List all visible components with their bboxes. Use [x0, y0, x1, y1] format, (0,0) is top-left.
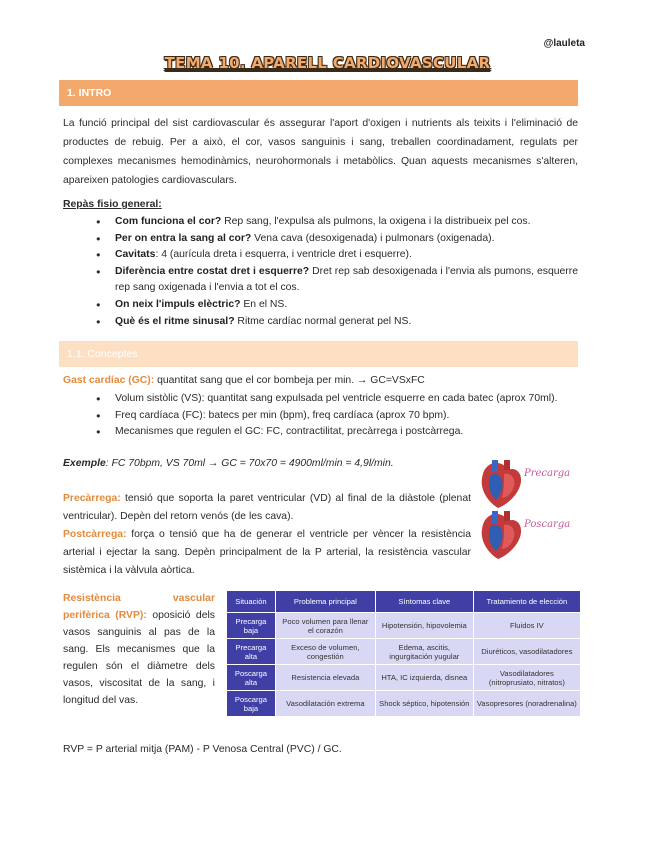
preload-image-label: Precarga: [524, 468, 571, 479]
table-cell: Hipotensión, hipovolemia: [375, 613, 473, 639]
recap-colon: :: [158, 199, 162, 210]
recap-title-text: Repàs fisio general: [63, 199, 159, 210]
recap-question: Per on entra la sang al cor?: [115, 232, 252, 244]
example-label: Exemple: [63, 458, 106, 469]
author-handle: @lauleta: [543, 38, 585, 49]
table-cell: Shock séptico, hipotensión: [375, 691, 473, 717]
recap-question: Cavitats: [115, 249, 156, 261]
recap-answer: Dret rep sab desoxigenada i l'envia als pumons, esquerre rep sang oxigenada i l'envia a tot el cos.: [115, 265, 578, 294]
table-cell: Fluidos IV: [473, 613, 580, 639]
table-cell: HTA, IC izquierda, disnea: [375, 665, 473, 691]
cardiac-output-list: [63, 391, 578, 441]
recap-item: [63, 314, 578, 331]
table-header-cell: Situación: [227, 591, 276, 613]
cardiac-output-item: ● Volum sistòlic (VS): quantitat sang expulsada pel ventricle esquerre en cada batec (aprox 70ml).: [63, 391, 578, 408]
recap-item: [63, 297, 578, 314]
cardiac-output-item: ● Freq cardíaca (FC): batecs per min (bpm), freq cardíaca (aprox 70 bpm).: [63, 408, 578, 425]
recap-title: [63, 199, 162, 210]
table-cell: Vasopresores (noradrenalina): [473, 691, 580, 717]
recap-list: [63, 214, 578, 330]
table-cell: Precarga baja: [227, 613, 276, 639]
table-cell: Poscarga baja: [227, 691, 276, 717]
afterload-text: força o tensió que ha de generar el ventricle per vèncer la resistència arterial i ejectar la sang. Depèn principalment de la P arterial, la resistència vascular sistèmica i la vàlvula aòrtica.: [63, 529, 471, 576]
table-row: [227, 665, 581, 691]
heart-icon: [478, 458, 528, 510]
rvp-formula: RVP = P arterial mitja (PAM) - P Venosa Central (PVC) / GC.: [63, 744, 342, 755]
heart-icon: [478, 509, 528, 561]
cardiac-output-definition: [63, 375, 425, 386]
example-line: [63, 458, 394, 469]
table-cell: Vasodilatadores (nitroprusiato, nitratos): [473, 665, 580, 691]
recap-question: Què és el ritme sinusal?: [115, 315, 235, 327]
cardiac-output-term: Gast cardíac (GC):: [63, 375, 155, 386]
recap-answer: En el NS.: [240, 298, 288, 310]
page-title-text: TEMA 10. APARELL CARDIOVASCULAR: [164, 54, 491, 72]
load-conditions-table: [226, 590, 581, 717]
table-row: [227, 691, 581, 717]
recap-question: Diferència entre costat dret i esquerre?: [115, 265, 310, 277]
table-cell: Poco volumen para llenar el corazón: [275, 613, 375, 639]
example-text: : FC 70bpm, VS 70ml → GC = 70x70 = 4900ml/min = 4,9l/min.: [105, 458, 394, 469]
intro-paragraph: La funció principal del sist cardiovascular és assegurar l'aport d'oxigen i nutrients als teixits i l'eliminació de productes de rebuig. Per a això, el cor, vasos sanguinis i sang, treballen coordinadament, regulats per complexes mecanismes hemodinàmics, neurohormonals i metabòlics. Quan aquests mecanismes s'alteren, apareixen patologies cardiovasculars.: [63, 118, 578, 186]
table-cell: Poscarga alta: [227, 665, 276, 691]
recap-item: [63, 264, 578, 297]
preload-text: tensió que soporta la paret ventricular (VD) al final de la diàstole (plenat ventricular). Depèn del retorn venós (de les cava).: [63, 493, 471, 522]
table-header-row: [227, 591, 581, 613]
afterload-definition: [63, 526, 471, 580]
afterload-heart-image: [478, 509, 578, 561]
preload-heart-image: [478, 458, 578, 510]
table-header-cell: Problema principal: [275, 591, 375, 613]
recap-item: [63, 247, 578, 264]
table-header-cell: Tratamiento de elección: [473, 591, 580, 613]
rvp-text: oposició dels vasos sanguinis al pas de la sang. Els mecanismes que la regulen són el diàmetre dels vasos, viscositat de la sang, i longitud del vas.: [63, 610, 215, 706]
section-heading-intro: 1. INTRO: [59, 80, 578, 106]
table-cell: Vasodilatación extrema: [275, 691, 375, 717]
table-header-cell: Síntomas clave: [375, 591, 473, 613]
recap-answer: Rep sang, l'expulsa als pulmons, la oxigena i la distribueix pel cos.: [221, 216, 531, 227]
table-cell: Resistencia elevada: [275, 665, 375, 691]
table-cell: Edema, ascitis, ingurgitación yugular: [375, 639, 473, 665]
table-row: [227, 639, 581, 665]
recap-answer: Vena cava (desoxigenada) i pulmonars (oxigenada).: [251, 232, 495, 244]
cardiac-output-text: quantitat sang que el cor bombeja per min. → GC=VSxFC: [154, 375, 425, 386]
rvp-definition: [63, 590, 215, 709]
recap-question: Com funciona el cor?: [115, 216, 222, 227]
preload-term: Precàrrega:: [63, 493, 121, 504]
table-row: [227, 613, 581, 639]
afterload-term: Postcàrrega:: [63, 529, 127, 540]
table-cell: Diuréticos, vasodilatadores: [473, 639, 580, 665]
table-cell: Precarga alta: [227, 639, 276, 665]
cardiac-output-item: ● Mecanismes que regulen el GC: FC, contractilitat, precàrrega i postcàrrega.: [63, 424, 578, 441]
afterload-image-label: Poscarga: [524, 519, 571, 530]
recap-item: [63, 231, 578, 248]
page-title: [0, 54, 655, 72]
table-cell: Exceso de volumen, congestión: [275, 639, 375, 665]
recap-answer: : 4 (aurícula dreta i esquerra, i ventricle dret i esquerre).: [155, 249, 412, 261]
recap-item: [63, 214, 578, 231]
section-heading-concepts: 1.1. Conceptes: [59, 341, 578, 367]
preload-definition: [63, 490, 471, 526]
recap-answer: Ritme cardíac normal generat pel NS.: [234, 315, 412, 327]
rvp-term: Resistència vascular perifèrica (RVP):: [63, 593, 215, 621]
recap-question: On neix l'impuls elèctric?: [115, 298, 241, 310]
